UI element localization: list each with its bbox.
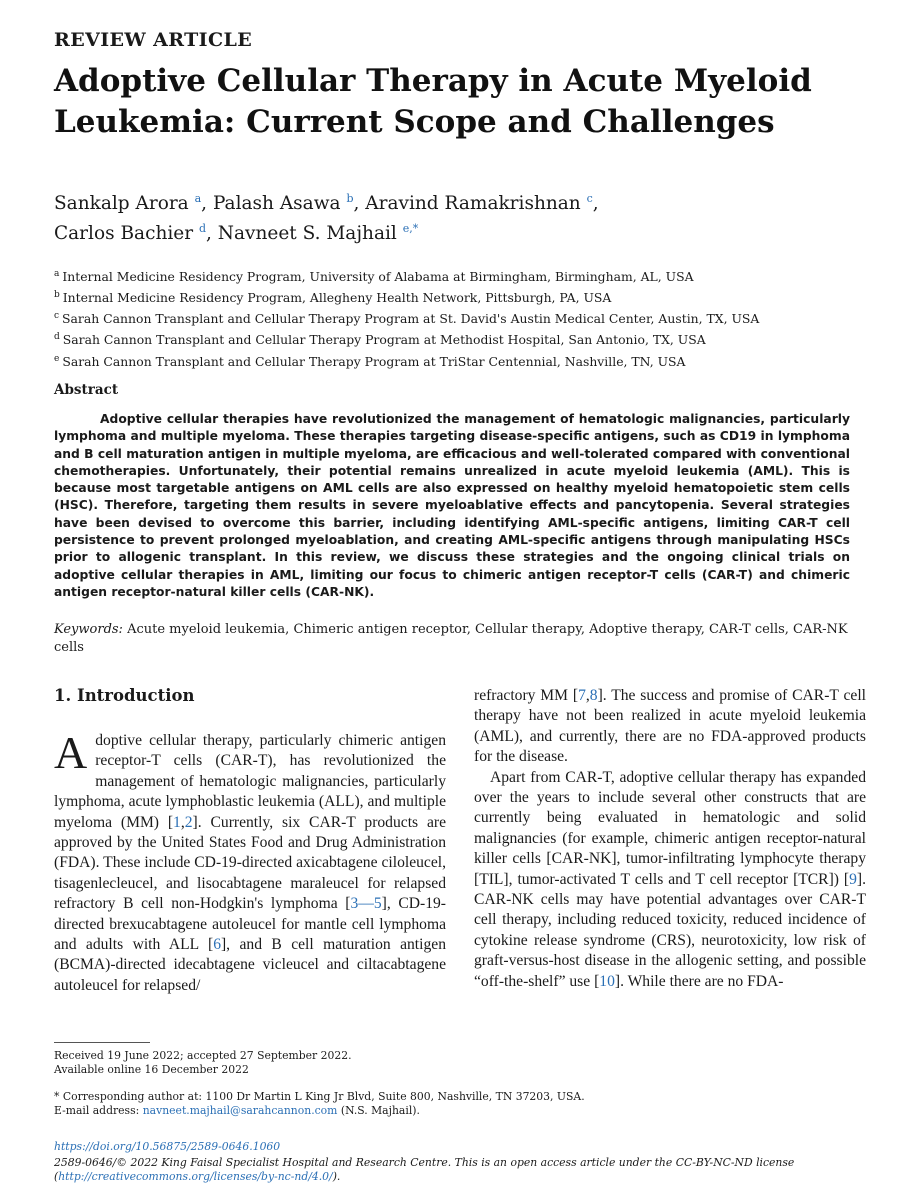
license-text: 2589-0646/© 2022 King Faisal Specialist Hospital and Research Centre. This is an open access article under the CC-BY-NC-ND license	[54, 1156, 795, 1169]
section-heading: 1. Introduction	[54, 686, 195, 705]
affiliation-letter: d	[54, 332, 60, 343]
author-separator: ,	[206, 223, 218, 245]
intro-text: refractory MM [	[474, 687, 579, 704]
affiliation-text: Internal Medicine Residency Program, University of Alabama at Birmingham, Birmingham, AL, USA	[62, 269, 694, 285]
affiliation-mark[interactable]: d	[198, 222, 207, 236]
keywords-text: Acute myeloid leukemia, Chimeric antigen receptor, Cellular therapy, Adoptive therapy, CAR-T cells, CAR-NK cells	[54, 622, 848, 655]
abstract-text: Adoptive cellular therapies have revolutionized the management of hematologic malignancies, particularly lymphoma and multiple myeloma. These therapies targeting disease-specific antigens, such as CD19 in lymphoma and B cell maturation antigen in multiple myeloma, are efficacious and well-tolerated compared with conventional chemotherapies. Unfortunately, their potential remains unrealized in acute myeloid leukemia (AML). This is because most targetable antigens on AML cells are also expressed on healthy myeloid hematopoietic stem cells (HSC). Therefore, targeting them results in severe myeloablative effects and pancytopenia. Several strategies have been devised to overcome this barrier, including identifying AML-specific antigens, limiting CAR-T cell persistence to prevent prolonged myeloablation, and creating AML-specific antigens through manipulating HSCs prior to allogenic transplant. In this review, we discuss these strategies and the ongoing clinical trials on adoptive cellular therapies in AML, limiting our focus to chimeric antigen receptor-T cells (CAR-T) and chimeric antigen receptor-natural killer cells (CAR-NK).	[54, 412, 850, 599]
online-date: Available online 16 December 2022	[54, 1063, 249, 1076]
email-link[interactable]: navneet.majhail@sarahcannon.com	[142, 1104, 338, 1117]
affiliation-text: Sarah Cannon Transplant and Cellular Therapy Program at St. David's Austin Medical Center, Austin, TX, USA	[62, 311, 760, 327]
paper-title: Adoptive Cellular Therapy in Acute Myeloid Leukemia: Current Scope and Challenges	[54, 63, 812, 140]
email-suffix: (N.S. Majhail).	[337, 1104, 420, 1117]
intro-text: doptive cellular therapy, particularly chimeric antigen receptor-T cells (CAR-T), has revolutionized the management of hematologic malignancies, particularly lymphoma, acute lymphoblastic leukemia (ALL), and multiple myeloma (MM) [	[54, 732, 446, 831]
citation-link[interactable]: 8	[589, 687, 598, 704]
affiliation-letter: c	[54, 311, 60, 322]
license-paren-open: (	[54, 1170, 59, 1183]
citation-link[interactable]: 3—5	[350, 895, 382, 913]
affiliation-item	[54, 328, 874, 349]
doi-link[interactable]: https://doi.org/10.56875/2589-0646.1060	[54, 1140, 281, 1153]
affiliation-mark[interactable]: a	[194, 192, 202, 205]
received-date: Received 19 June 2022; accepted 27 September 2022.	[54, 1049, 352, 1062]
author-list	[54, 186, 854, 246]
author-name: Carlos Bachier	[54, 223, 194, 245]
affiliation-text: Sarah Cannon Transplant and Cellular Therapy Program at TriStar Centennial, Nashville, TN, USA	[62, 353, 686, 369]
footnote-divider	[54, 1042, 150, 1043]
intro-text: ]. While there are no FDA-	[614, 972, 784, 990]
intro-text: ], CD-19-directed brexucabtagene autoleucel for mantle cell lymphoma and adults with ALL [	[54, 895, 447, 954]
abstract-heading: Abstract	[54, 382, 119, 398]
affiliation-letter: b	[54, 290, 60, 301]
drop-cap: A	[54, 727, 88, 778]
affiliation-list	[54, 265, 874, 371]
author-separator: ,	[201, 193, 213, 215]
author-separator: ,	[592, 193, 599, 215]
author-name: Sankalp Arora	[54, 193, 189, 215]
affiliation-mark[interactable]: b	[346, 192, 354, 205]
affiliation-item	[54, 286, 874, 307]
affiliation-letter: a	[54, 269, 60, 279]
affiliation-item	[54, 265, 874, 286]
affiliation-mark[interactable]: c	[586, 192, 593, 205]
affiliation-mark[interactable]: e,*	[402, 222, 419, 236]
citation-link[interactable]: 6	[213, 936, 221, 954]
affiliation-text: Internal Medicine Residency Program, Allegheny Health Network, Pittsburgh, PA, USA	[62, 290, 612, 306]
intro-text: Apart from CAR-T, adoptive cellular therapy has expanded over the years to include several other constructs that are currently being evaluated in hematologic and solid malignancies (for example, chimeric antigen receptor-natural killer cells [CAR-NK], tumor-infiltrating lymphocyte therapy [TIL], tumor-activated T cells and T cell receptor [TCR]) [	[474, 768, 866, 888]
citation-link[interactable]: 10	[599, 972, 615, 990]
license-url-line	[54, 1170, 340, 1184]
doi-line	[54, 1140, 280, 1154]
corresponding-author: * Corresponding author at: 1100 Dr Martin L King Jr Blvd, Suite 800, Nashville, TN 37203, USA.	[54, 1090, 585, 1103]
affiliation-item	[54, 307, 874, 328]
keywords	[54, 621, 854, 657]
intro-paragraph	[474, 768, 866, 992]
author-name: Aravind Ramakrishnan	[365, 193, 581, 215]
author-name: Navneet S. Majhail	[217, 223, 397, 245]
citation-link[interactable]: 2	[184, 813, 193, 831]
intro-text: ]. Currently, six CAR-T products are approved by the United States Food and Drug Administration (FDA). These include CD-19-directed axicabtagene ciloleucel, tisagenlecleucel, and lisocabtagene maraleucel for relapsed refractory B cell non-Hodgkin's lymphoma [	[54, 813, 446, 913]
intro-text: ], and B cell maturation antigen (BCMA)-directed idecabtagene vicleucel and ciltacabtagene autoleucel for relapsed/	[54, 936, 446, 994]
email-line	[54, 1104, 420, 1118]
intro-text: ]. CAR-NK cells may have potential advantages over CAR-T cell therapy, including reduced toxicity, reduced incidence of cytokine release syndrome (CRS), neurotoxicity, low risk of graft-versus-host disease in the allogenic setting, and possible “off-the-shelf” use [	[474, 870, 866, 990]
intro-left-column: Adoptive cellular therapy, particularly chimeric antigen receptor-T cells (CAR-T), has revolutionized the management of hematologic malignancies, particularly lymphoma, acute lymphoblastic leukemia (ALL), and multiple myeloma (MM) [1,2]. Currently, six CAR-T products are approved by the United States Food and Drug Administration (FDA). These include CD-19-directed axicabtagene ciloleucel, tisagenlecleucel, and lisocabtagene maraleucel for relapsed refractory B cell non-Hodgkin's lymphoma [3—5], CD-19-directed brexucabtagene autoleucel for mantle cell lymphoma and adults with ALL [6], and B cell maturation antigen (BCMA)-directed idecabtagene vicleucel and ciltacabtagene autoleucel for relapsed/	[54, 727, 447, 994]
affiliation-letter: e	[54, 353, 60, 364]
affiliation-text: Sarah Cannon Transplant and Cellular Therapy Program at Methodist Hospital, San Antonio, TX, USA	[62, 332, 706, 348]
license-paren-close: ).	[332, 1170, 341, 1183]
author-separator: ,	[353, 193, 366, 215]
citation-link[interactable]: 7	[578, 687, 586, 704]
author-name: Palash Asawa	[212, 193, 341, 215]
intro-text: ]. The success and promise of CAR-T cell therapy have not been realized in acute myeloid leukemia (AML), and currently, there are no FDA-approved products for the disease.	[474, 687, 866, 766]
article-type: REVIEW ARTICLE	[54, 29, 253, 51]
intro-right-column	[474, 686, 866, 992]
citation-link[interactable]: 9	[849, 870, 857, 888]
email-label: E-mail address:	[54, 1104, 143, 1117]
keywords-label: Keywords:	[54, 622, 123, 637]
citation-link[interactable]: 1	[173, 813, 181, 831]
license-link[interactable]: http://creativecommons.org/licenses/by-nc-nd/4.0/	[58, 1170, 333, 1183]
affiliation-item	[54, 350, 874, 371]
intro-paragraph: refractory MM [7,8]. The success and promise of CAR-T cell therapy have not been realized in acute myeloid leukemia (AML), and currently, there are no FDA-approved products for the disease.	[474, 687, 866, 766]
